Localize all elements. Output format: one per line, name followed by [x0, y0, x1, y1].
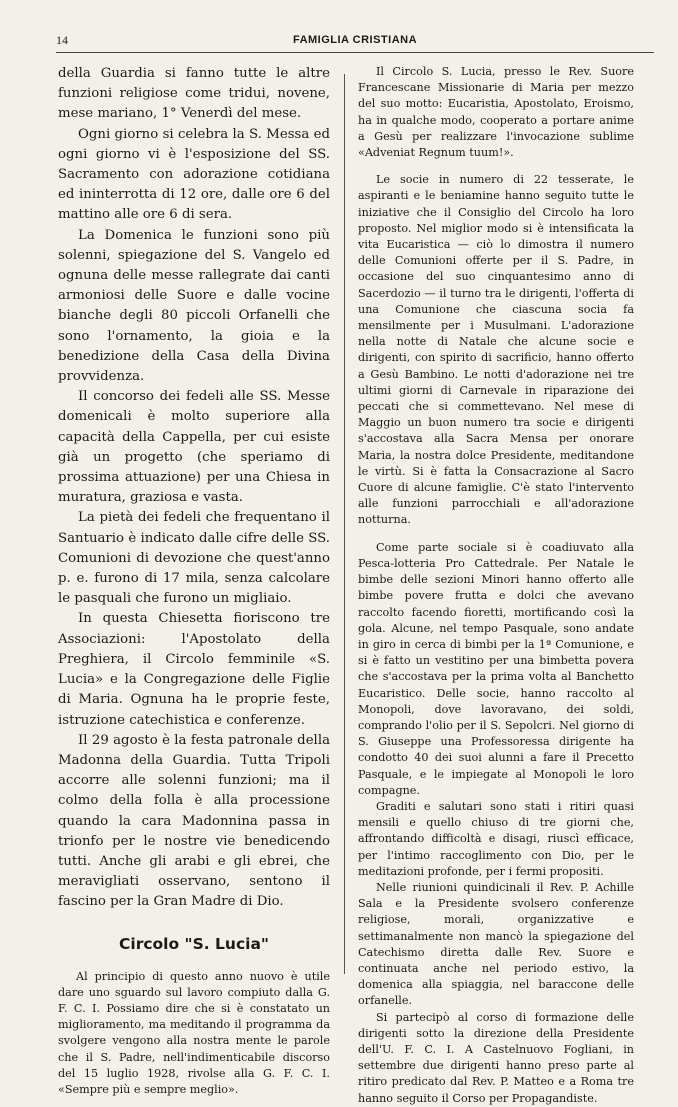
paragraph: In questa Chiesetta fioriscono tre Associazioni: l'Apostolato della Preghiera, il Circolo femminile «S. Lucia» e la Congregazione delle Figlie di Maria. Ognuna ha le proprie feste, istruzione catechistica e conferenze. [58, 611, 330, 728]
right-column [358, 64, 634, 1107]
paragraph: Il Circolo S. Lucia, presso le Rev. Suore Francescane Missionarie di Maria per mezzo del suo motto: Eucaristia, Apostolato, Eroismo, ha in qualche modo, cooperato a portare anime a Gesù per realizzare l'invocazione sublime «Adveniat Regnum tuum!». [358, 65, 634, 160]
paragraph: Il 29 agosto è la festa patronale della Madonna della Guardia. Tutta Tripoli accorre alle solenni funzioni; ma il colmo della folla è alla processione quando la cara Madonnina passa in trionfo per le nostre vie benedicendo tutti. Anche gli arabi e gli ebrei, che meravigliati osservano, sentono il fascino per la Gran Madre di Dio. [58, 732, 330, 910]
column-divider [344, 74, 345, 974]
paragraph: della Guardia si fanno tutte le altre funzioni religiose come tridui, novene, mese mariano, 1° Venerdì del mese. [58, 66, 330, 122]
paragraph: Nelle riunioni quindicinali il Rev. P. Achille Sala e la Presidente svolsero conferenze religiose, morali, organizzative e settimanalmente non mancò la spiegazione del Catechismo diretta dalle Rev. Suore e continuata anche nel periodo estivo, la domenica alla spiaggia, nel baraccone delle orfanelle. [358, 880, 634, 1008]
paragraph: La Domenica le funzioni sono più solenni, spiegazione del S. Vangelo ed ognuna delle messe rallegrate dai canti armoniosi delle Suore e dalle vocine bianche degli 80 piccoli Orfanelli che sono l'ornamento, la gioia e la benedizione della Casa della Divina provvidenza. [58, 227, 330, 385]
paragraph: Il concorso dei fedeli alle SS. Messe domenicali è molto superiore alla capacità della Cappella, per cui esiste già un progetto (che speriamo di prossima attuazione) per una Chiesa in muratura, graziosa e vasta. [58, 389, 330, 506]
paragraph: Come parte sociale si è coadiuvato alla Pesca-lotteria Pro Cattedrale. Per Natale le bimbe delle sezioni Minori hanno offerto alle bimbe povere frutta e dolci che avevano raccolto facendo fioretti, mortificando così la gola. Alcune, nel tempo Pasquale, sono andate in giro in cerca di bimbi per la 1ª Comunione, e si è fatto un vestitino per una bimbetta povera che s'accostava per la prima volta al Banchetto Eucaristico. Delle socie, hanno raccolto al Monopoli, dove lavoravano, dei soldi, comprando l'olio per il S. Sepolcri. Nel giorno di S. Giuseppe una Professoressa dirigente ha condotto 40 dei suoi alunni a fare il Precetto Pasquale, e le impiegate al Monopoli le loro compagne. [358, 540, 634, 797]
page-number: 14 [56, 33, 68, 47]
paragraph: Graditi e salutari sono stati i ritiri quasi mensili e quello chiuso di tre giorni che, affrontando difficoltà e disagi, riuscì efficace, per l'intimo raccoglimento con Dio, per le meditazioni profonde, per i fermi propositi. [358, 799, 634, 878]
paragraph: La pietà dei fedeli che frequentano il Santuario è indicato dalle cifre delle SS. Comunioni di devozione che quest'anno p. e. furono di 17 mila, senza calcolare le pasquali che furono un migliaio. [58, 510, 330, 607]
running-header [56, 33, 654, 53]
paragraph: Si partecipò al corso di formazione delle dirigenti sotto la direzione della Presidente dell'U. F. C. I. A Castelnuovo Fogliani, in settembre due dirigenti hanno preso parte al ritiro predicato dal Rev. P. Matteo e a Roma tre hanno seguito il Corso per Propagandiste. [358, 1010, 634, 1105]
paragraph: Ogni giorno si celebra la S. Messa ed ogni giorno vi è l'esposizione del SS. Sacramento con adorazione cotidiana ed ininterrotta di 12 ore, dalle ore 6 del mattino alle ore 6 di sera. [58, 126, 330, 223]
header-rule [56, 52, 654, 53]
magazine-title: FAMIGLIA CRISTIANA [292, 34, 418, 46]
paragraph: Al principio di questo anno nuovo è utile dare uno sguardo sul lavoro compiuto dalla G. F. C. I. Possiamo dire che si è constatato un miglioramento, ma meditando il programma da svolgere vengono alla nostra mente le parole che il S. Padre, nell'indimenticabile discorso del 15 luglio 1928, rivolse alla G. F. C. I. «Sempre più e sempre meglio». [58, 969, 330, 1096]
section-title: Circolo "S. Lucia" [119, 934, 269, 953]
paragraph: Le socie in numero di 22 tesserate, le aspiranti e le beniamine hanno seguito tutte le iniziative che il Consiglio del Circolo ha loro proposto. Nel miglior modo si è intensificata la vita Eucaristica — ciò lo dimostra il numero delle Comunioni offerte per il S. Padre, in occasione del suo cinquantesimo anno di Sacerdozio — il turno tra le dirigenti, l'offerta di una Comunione che ciascuna socia fa mensilmente per i Musulmani. L'adorazione nella notte di Natale che alcune socie e dirigenti, con spirito di sacrificio, hanno offerto a Gesù Bambino. Le notti d'adorazione nei tre ultimi giorni di Carnevale in riparazione dei peccati che si commettevano. Nel mese di Maggio un buon numero tra socie e dirigenti s'accostava alla Sacra Mensa per onorare Maria, la nostra dolce Presidente, meditandone le virtù. Si è fatta la Consacrazione al Sacro Cuore di alcune famiglie. C'è stato l'intervento alle funzioni parrocchiali e all'adorazione notturna. [358, 173, 634, 527]
left-column [58, 64, 330, 1098]
